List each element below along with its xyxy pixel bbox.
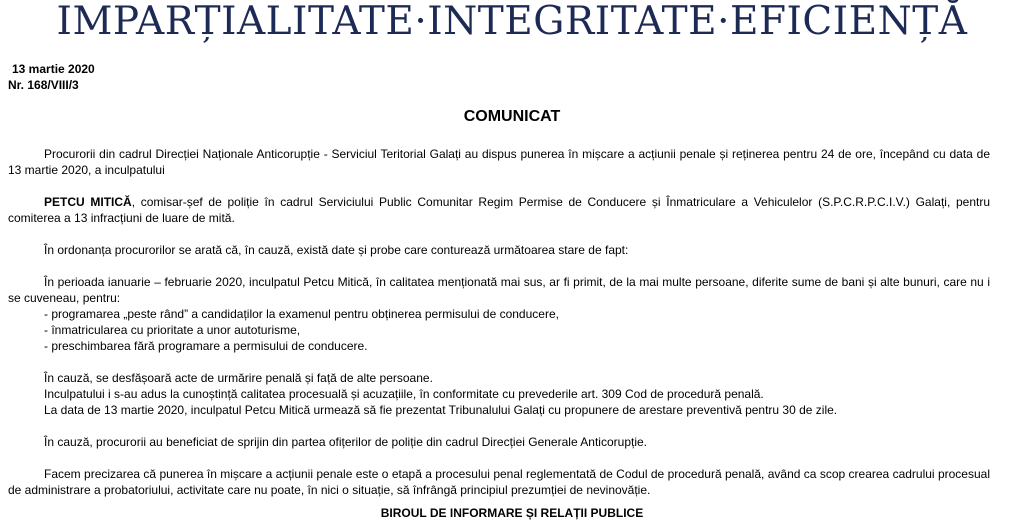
facts-list	[8, 306, 990, 354]
procedure-line: Inculpatului i s-au adus la cunoștință calitatea procesuală și acuzațiile, în conformitate cu prevederile art. 309 Cod de procedură penală.	[44, 387, 764, 401]
procedure-line: În cauză, se desfășoară acte de urmărire penală și față de alte persoane.	[44, 371, 433, 385]
document-number: Nr. 168/VIII/3	[8, 78, 79, 92]
issuer-signature: BIROUL DE INFORMARE ȘI RELAȚII PUBLICE	[380, 506, 644, 520]
facts-list-item: - înmatricularea cu prioritate a unor autoturisme,	[44, 323, 301, 337]
facts-list-item: - programarea „peste rând” a candidaților la examenul pentru obținerea permisului de conducere,	[44, 307, 559, 321]
document-title: COMUNICAT	[463, 108, 561, 125]
disclaimer-paragraph: Facem precizarea că punerea în mișcare a acțiunii penale este o etapă a procesului penal reglementată de Codul de procedură penală, având ca scop crearea cadrului procesual de administrare a probatoriului, activitate care nu poate, în nici o situație, să înfrângă principiul prezumției de nevinovăție.	[8, 467, 990, 497]
accused-name: PETCU MITICĂ	[44, 195, 132, 209]
document-body	[8, 146, 990, 514]
facts-list-item: - preschimbarea fără programare a permisului de conducere.	[44, 339, 368, 353]
accused-description: , comisar-șef de poliție în cadrul Serviciului Public Comunitar Regim Permise de Conducere și Înmatriculare a Vehiculelor (S.P.C.R.P.C.I.V.) Galați, pentru comiterea a 13 infracțiuni de luare de mită.	[8, 195, 990, 225]
institution-motto: IMPARȚIALITATE·INTEGRITATE·EFICIENȚĂ	[56, 0, 968, 44]
facts-paragraph: În perioada ianuarie – februarie 2020, inculpatul Petcu Mitică, în calitatea menționată mai sus, ar fi primit, de la mai multe persoane, diferite sume de bani și alte bunuri, care nu i se cuveneau, pentru:	[8, 275, 990, 305]
document-date: 13 martie 2020	[12, 62, 95, 76]
accused-paragraph	[8, 194, 990, 226]
ordinance-paragraph: În ordonanța procurorilor se arată că, în cauză, există date și probe care conturează următoarea stare de fapt:	[44, 243, 629, 257]
document-meta	[8, 61, 95, 93]
support-paragraph: În cauză, procurorii au beneficiat de sprijin din partea ofițerilor de poliție din cadrul Direcției Generale Anticorupție.	[44, 435, 647, 449]
intro-paragraph: Procurorii din cadrul Direcției Naționale Anticorupție - Serviciul Teritorial Galați au dispus punerea în mișcare a acțiunii penale și reținerea pentru 24 de ore, începând cu data de 13 martie 2020, a inculpatului	[8, 147, 990, 177]
procedure-block	[8, 370, 990, 418]
procedure-line: La data de 13 martie 2020, inculpatul Petcu Mitică urmează să fie prezentat Tribunalului Galați cu propunere de arestare preventivă pentru 30 de zile.	[44, 403, 838, 417]
